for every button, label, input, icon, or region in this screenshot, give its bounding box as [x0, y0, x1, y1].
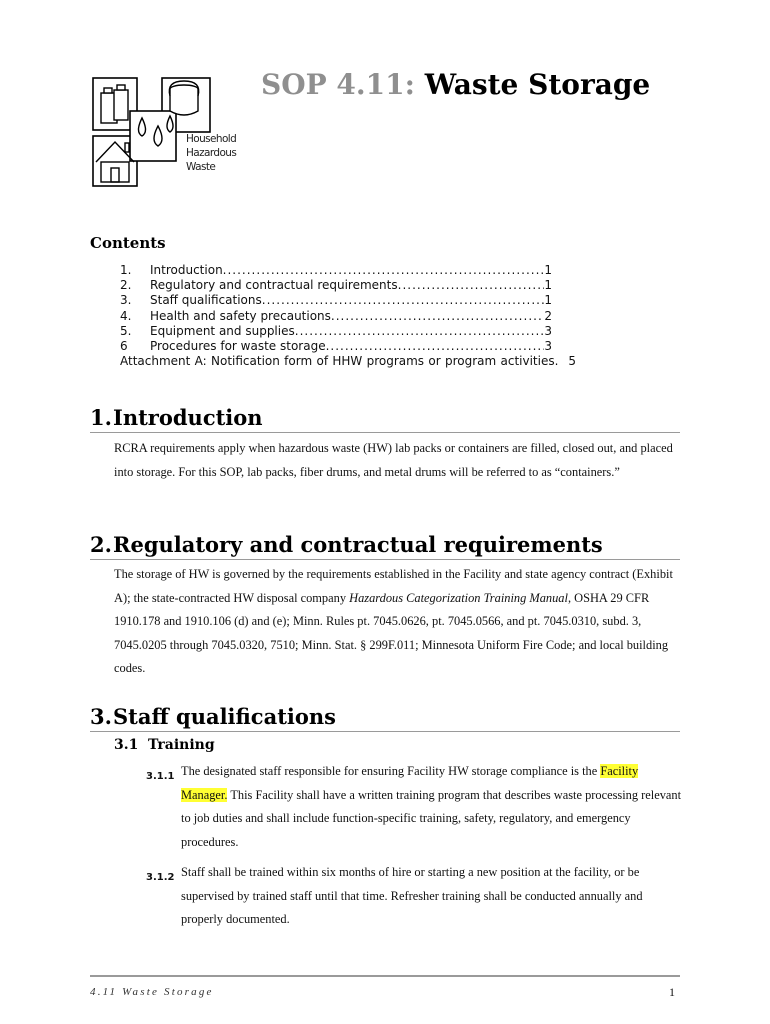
- item-text: Staff shall be trained within six months of hire or starting a new position at the facility, or be supervised by trained staff until that time. Refresher training shall be conducted annually and properly documented.: [181, 865, 643, 926]
- toc-page: 2: [544, 308, 552, 323]
- section-number: 3.: [90, 704, 112, 729]
- body-text: , OSHA 29 CFR 1910.178 and 1910.106 (d) and (e); Minn. Rules pt. 7045.0626, pt. 7045.0566, and pt. 7045.0310, subd. 3, 7045.0205 through 7045.0320, 7510; Minn. Stat. § 299F.011; Minnesota Uniform Fire Code; and local building codes.: [114, 590, 669, 675]
- toc-leader: [223, 263, 545, 278]
- section-title: Regulatory and contractual requirements: [113, 532, 603, 557]
- toc-label: Staff qualifications: [150, 293, 262, 308]
- section-1-body: RCRA requirements apply when hazardous waste (HW) lab packs or containers are filled, closed out, and placed into storage. For this SOP, lab packs, fiber drums, and metal drums will be referred to as “containers.”: [114, 441, 673, 479]
- toc-page: 3: [544, 339, 552, 354]
- body-text: The storage of HW is governed by the requirements established in the Facility and state agency contract (Exhibit A); the state-contracted HW disposal company: [114, 567, 673, 605]
- highlighted-text: Facility Manager.: [181, 764, 639, 802]
- item-text: [181, 760, 682, 854]
- toc-entry[interactable]: [120, 278, 552, 293]
- section-1-heading: [90, 405, 680, 433]
- toc-entry[interactable]: [120, 293, 552, 308]
- item-3-1-2: [146, 861, 682, 932]
- toc-entry[interactable]: [120, 309, 552, 324]
- title-prefix: SOP 4.11:: [261, 68, 415, 101]
- toc-leader: [295, 324, 545, 339]
- toc-page: 1: [544, 278, 552, 293]
- subsection-title: Training: [148, 737, 215, 753]
- toc-label: Equipment and supplies: [150, 323, 295, 338]
- toc-leader: [331, 309, 544, 324]
- toc-label: Regulatory and contractual requirements: [150, 278, 398, 293]
- body-text: The designated staff responsible for ensuring Facility HW storage compliance is the: [181, 764, 601, 778]
- page-title: [261, 68, 650, 101]
- toc-attachment-entry[interactable]: [120, 354, 576, 369]
- title-main: Waste Storage: [424, 68, 651, 101]
- subsection-number: 3.1: [114, 737, 139, 753]
- toc-page: 1: [544, 263, 552, 277]
- logo-line: Household: [186, 133, 237, 145]
- body-text: This Facility shall have a written training program that describes waste processing relevant to job duties and shall include function-specific training, safety, regulatory, and emergency procedures.: [181, 787, 682, 849]
- footer-divider: [90, 975, 680, 977]
- toc-label: Introduction: [150, 263, 223, 277]
- toc-leader: [262, 293, 545, 308]
- item-number: 3.1.1: [146, 771, 175, 782]
- toc-leader: [326, 339, 545, 354]
- table-of-contents: [120, 263, 576, 369]
- footer-doc-title: 4.11 Waste Storage: [90, 986, 214, 998]
- toc-page: 3: [544, 323, 552, 338]
- toc-label: Procedures for waste storage: [150, 339, 326, 354]
- toc-entry[interactable]: [120, 339, 552, 354]
- logo-line: Waste: [186, 161, 216, 173]
- toc-entry[interactable]: [120, 324, 552, 339]
- section-title: Staff qualifications: [113, 704, 336, 729]
- section-title: Introduction: [113, 405, 263, 430]
- toc-number: 6: [120, 339, 128, 354]
- manual-title: Hazardous Categorization Training Manual: [349, 590, 568, 605]
- toc-number: 4.: [120, 308, 132, 323]
- section-3-heading: [90, 704, 680, 732]
- subsection-3-1-heading: [114, 737, 215, 753]
- toc-entry[interactable]: [120, 263, 552, 278]
- toc-number: 1.: [120, 263, 132, 277]
- section-number: 1.: [90, 405, 112, 430]
- toc-label: Health and safety precautions: [150, 308, 331, 323]
- contents-heading: Contents: [90, 234, 166, 252]
- toc-leader: [398, 278, 545, 293]
- toc-attachment-page: 5: [568, 354, 577, 369]
- toc-page: 1: [544, 293, 552, 308]
- item-number: 3.1.2: [146, 872, 175, 883]
- toc-number: 2.: [120, 278, 132, 293]
- logo-caption: [186, 132, 236, 174]
- footer-page-number: 1: [669, 985, 675, 999]
- item-3-1-1: [146, 760, 682, 854]
- toc-attachment-label: Attachment A: Notification form of HHW programs or program activities.: [120, 354, 559, 369]
- toc-number: 5.: [120, 323, 132, 338]
- section-2-body: [114, 563, 682, 681]
- toc-number: 3.: [120, 293, 132, 308]
- section-2-heading: [90, 532, 680, 560]
- section-number: 2.: [90, 532, 112, 557]
- logo-line: Hazardous: [186, 147, 237, 159]
